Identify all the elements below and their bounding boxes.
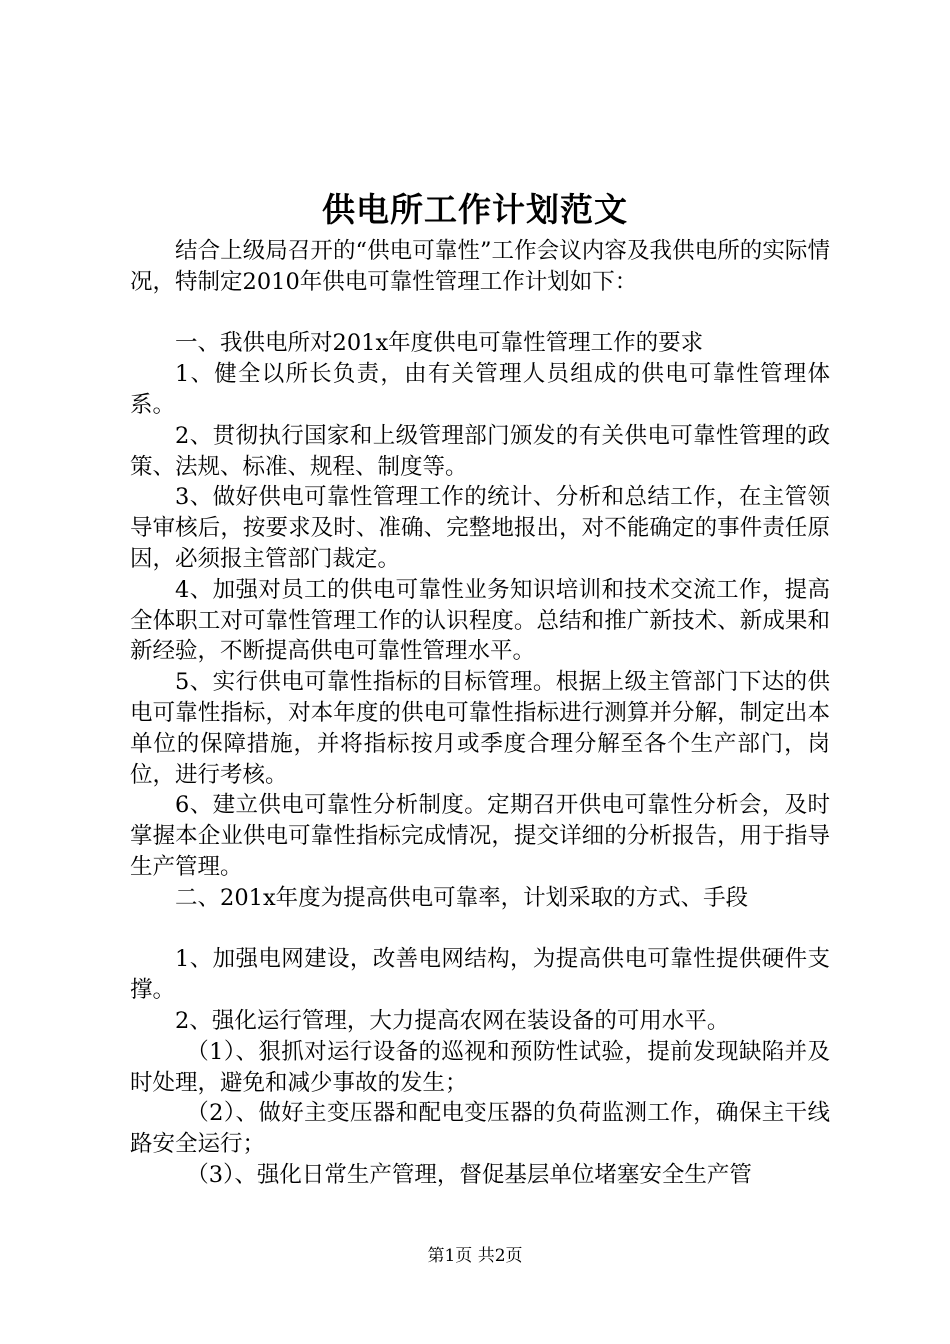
section-heading-2: 二、201x年度为提高供电可靠率，计划采取的方式、手段 — [175, 884, 749, 911]
intro-paragraph: 结合上级局召开的“供电可靠性”工作会议内容及我供电所的实际情况，特制定2010年供电可靠性管理工作计划如下： — [130, 238, 830, 295]
paragraph-item-3: 3、做好供电可靠性管理工作的统计、分析和总结工作，在主管领导审核后，按要求及时、准确、完整地报出，对不能确定的事件责任原因，必须报主管部门裁定。 — [130, 484, 830, 572]
page-number-footer: 第1页 共2页 — [427, 1246, 523, 1266]
paragraph-sub-3: （3）、强化日常生产管理，督促基层单位堵塞安全生产管 — [186, 1161, 752, 1188]
paragraph-sub-2: （2）、做好主变压器和配电变压器的负荷监测工作，确保主干线路安全运行； — [130, 1100, 830, 1158]
paragraph-item-4: 4、加强对员工的供电可靠性业务知识培训和技术交流工作，提高全体职工对可靠性管理工作的认识程度。总结和推广新技术、新成果和新经验，不断提高供电可靠性管理水平。 — [130, 576, 830, 665]
paragraph-item-5: 5、实行供电可靠性指标的目标管理。根据上级主管部门下达的供电可靠性指标，对本年度的供电可靠性指标进行测算并分解，制定出本单位的保障措施，并将指标按月或季度合理分解至各个生产部门，岗位，进行考核。 — [130, 669, 830, 788]
section-heading-1: 一、我供电所对201x年度供电可靠性管理工作的要求 — [175, 330, 704, 357]
paragraph-item-6: 6、建立供电可靠性分析制度。定期召开供电可靠性分析会，及时掌握本企业供电可靠性指标完成情况，提交详细的分析报告，用于指导生产管理。 — [130, 792, 830, 880]
paragraph-sub-1: （1）、狠抓对运行设备的巡视和预防性试验，提前发现缺陷并及时处理，避免和减少事故的发生； — [130, 1038, 830, 1096]
document-title: 供电所工作计划范文 — [322, 190, 628, 229]
paragraph-item-1: 1、健全以所长负责，由有关管理人员组成的供电可靠性管理体系。 — [130, 361, 830, 418]
document-body — [130, 236, 830, 1191]
paragraph-measure-1: 1、加强电网建设，改善电网结构，为提高供电可靠性提供硬件支撑。 — [130, 946, 830, 1004]
paragraph-item-2: 2、贯彻执行国家和上级管理部门颁发的有关供电可靠性管理的政策、法规、标准、规程、制度等。 — [130, 422, 830, 480]
paragraph-measure-2: 2、强化运行管理，大力提高农网在装设备的可用水平。 — [175, 1007, 730, 1034]
